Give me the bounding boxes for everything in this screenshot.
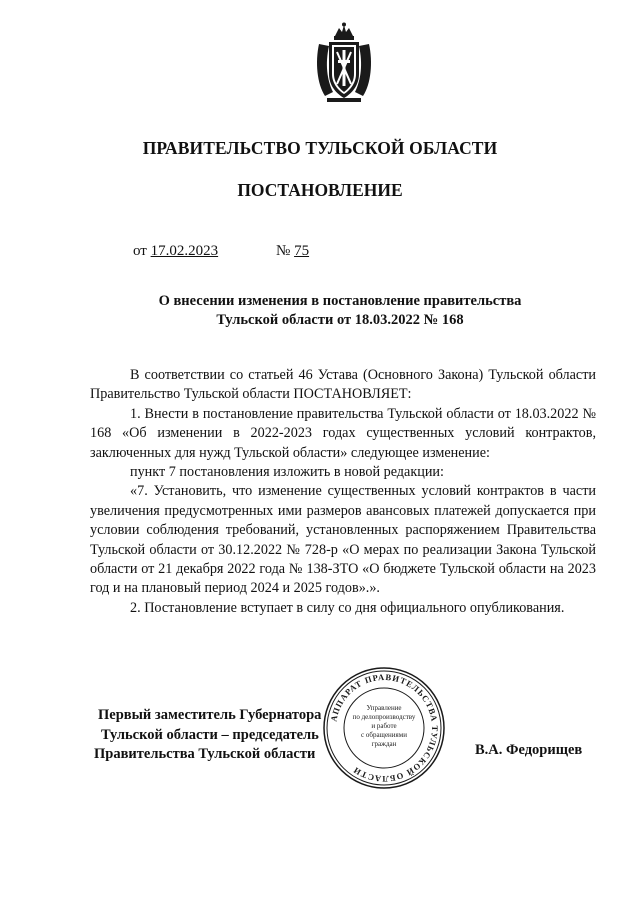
document-type: ПОСТАНОВЛЕНИЕ (237, 180, 403, 200)
position-line-2: Тульской области – председатель (101, 726, 319, 743)
government-name: ПРАВИТЕЛЬСТВО ТУЛЬСКОЙ ОБЛАСТИ (142, 138, 498, 158)
body-paragraph-4: «7. Установить, что изменение существенных условий контрактов в части увеличения предусмотренных ими размеров авансовых платежей допускается при условии соблюдения требований, установленных распоряжением Правительства Тульской области от 30.12.2022 № 728-р «О мерах по реализации Закона Тульской области от 21 декабря 2022 года № 138-ЗТО «О бюджете Тульской области на 2023 год и на плановый период 2024 и 2025 годов».». (90, 483, 596, 597)
number-field (276, 243, 309, 260)
stamp-center-line-5: граждан (371, 740, 397, 748)
subject-line-1: О внесении изменения в постановление правительства (158, 293, 522, 309)
stamp-center-line-3: и работе (371, 722, 397, 730)
position-line-1: Первый заместитель Губернатора (98, 707, 322, 723)
document-body (90, 366, 596, 618)
body-paragraph-2: 1. Внести в постановление правительства Тульской области от 18.03.2022 № 168 «Об изменении в 2022-2023 годах существенных условий контрактов, заключенных для нужд Тульской области» следующее изменение: (90, 405, 596, 461)
date-field (133, 243, 218, 260)
document-number: 75 (294, 243, 310, 259)
coat-of-arms-icon (313, 22, 375, 104)
position-line-3: Правительства Тульской области (94, 746, 316, 762)
body-paragraph-3: пункт 7 постановления изложить в новой редакции: (130, 464, 444, 481)
number-prefix: № (276, 243, 291, 259)
signatory-name: В.А. Федорищев (475, 742, 583, 758)
date-prefix: от (133, 243, 147, 259)
document-subject (80, 292, 600, 330)
stamp-center-line-4: с обращениями (361, 731, 407, 739)
stamp-center-line-1: Управление (366, 704, 402, 712)
stamp-center-line-2: по делопроизводству (352, 713, 416, 721)
stamp-ring-text: АППАРАТ ПРАВИТЕЛЬСТВА ТУЛЬСКОЙ ОБЛАСТИ (328, 671, 441, 785)
signatory-position (94, 706, 322, 765)
document-date: 17.02.2023 (150, 243, 219, 259)
body-paragraph-1: В соответствии со статьей 46 Устава (Основного Закона) Тульской области Правительство Тульской области ПОСТАНОВЛЯЕТ: (90, 367, 596, 403)
subject-line-2: Тульской области от 18.03.2022 № 168 (216, 312, 464, 328)
official-stamp (322, 666, 446, 790)
body-paragraph-5: 2. Постановление вступает в силу со дня официального опубликования. (130, 599, 565, 616)
